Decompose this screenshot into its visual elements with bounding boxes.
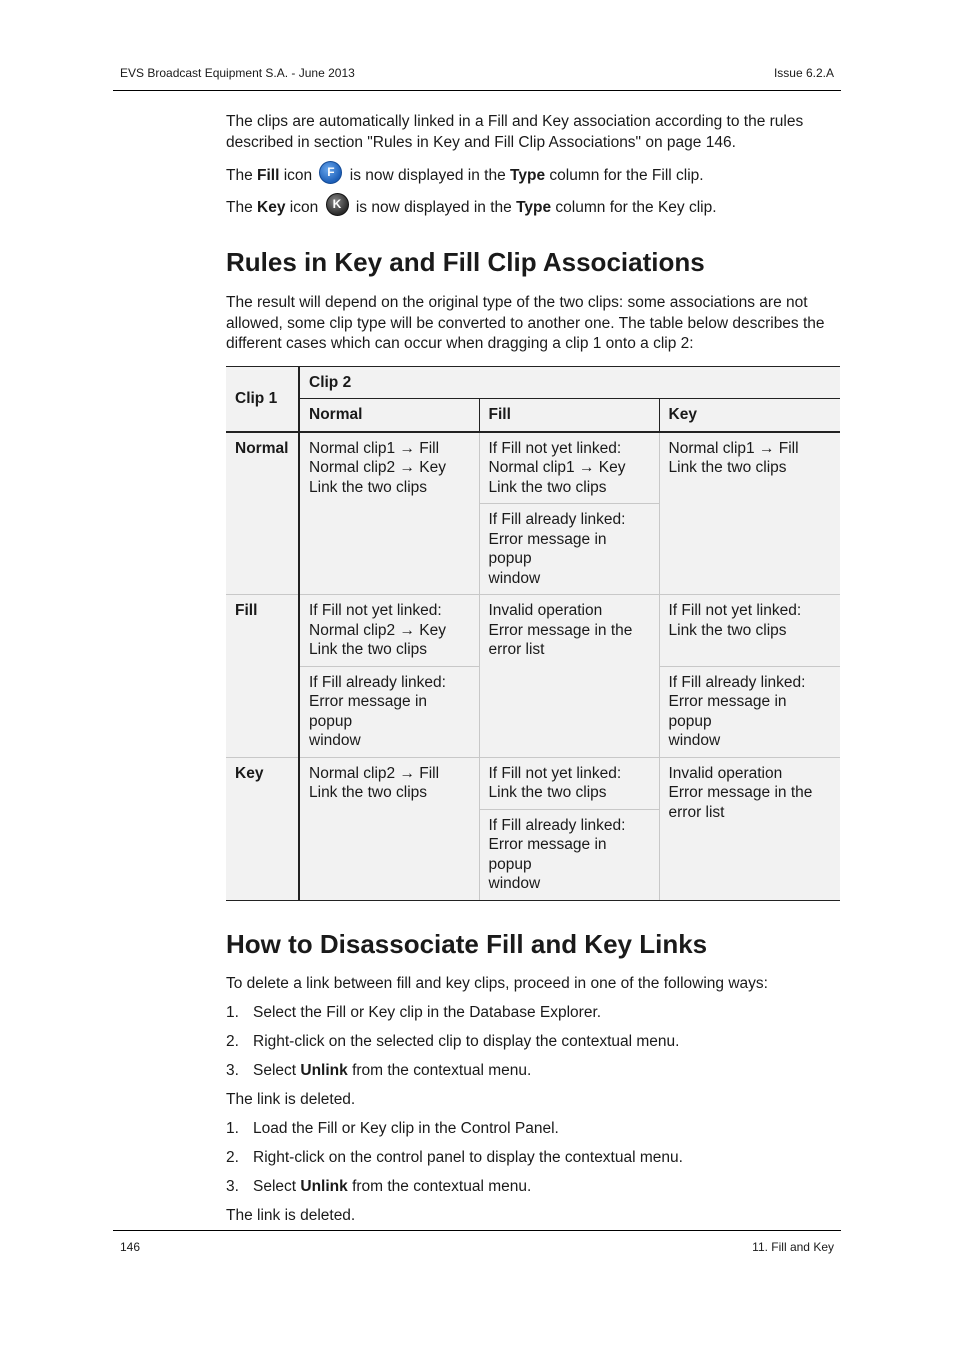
- page-content: [226, 112, 840, 1235]
- fill-type-icon: F: [319, 161, 342, 184]
- result-text-1: The link is deleted.: [226, 1090, 356, 1108]
- page-number: 146: [120, 1240, 141, 1254]
- intro-paragraph: The clips are automatically linked in a Fill and Key association according to the rules described in section "Rules in Key and Fill Clip Associations" on page 146.: [226, 113, 804, 151]
- header-left: EVS Broadcast Equipment S.A. - June 2013: [120, 66, 355, 80]
- cell-fill-normal-b: If Fill already linked: Error message in popup window: [299, 666, 479, 757]
- result-text-2: The link is deleted.: [226, 1206, 356, 1224]
- cell-normal-fill-b: If Fill already linked: Error message in popup window: [479, 504, 659, 595]
- col-header-fill: Fill: [479, 399, 659, 432]
- rules-table: [226, 366, 840, 901]
- list-item: 3. Select Unlink from the contextual menu.: [226, 1061, 532, 1079]
- col-header-key: Key: [659, 399, 840, 432]
- fill-icon-line: The Fill icon F is now displayed in the Type column for the Fill clip.: [226, 165, 840, 187]
- cell-key-fill-a: If Fill not yet linked: Link the two clips: [479, 757, 659, 809]
- section-title-rules: Rules in Key and Fill Clip Associations: [226, 247, 705, 277]
- header-right: Issue 6.2.A: [773, 66, 834, 80]
- cell-fill-normal-a: If Fill not yet linked: Normal clip2 → Key Link the two clips: [299, 595, 479, 667]
- cell-normal-key: Normal clip1 → Fill Link the two clips: [659, 432, 840, 595]
- list-item: 2. Right-click on the selected clip to display the contextual menu.: [226, 1032, 680, 1050]
- cell-key-key: Invalid operation Error message in the error list: [659, 757, 840, 900]
- section-title-disassociate: How to Disassociate Fill and Key Links: [226, 928, 708, 959]
- rules-intro: The result will depend on the original type of the two clips: some associations are not allowed, some clip type will be converted to another one. The table below describes the different cases which can occur when dragging a clip 1 onto a clip 2:: [226, 294, 825, 352]
- cell-key-normal: Normal clip2 → Fill Link the two clips: [299, 757, 479, 900]
- cell-fill-fill: Invalid operation Error message in the error list: [479, 595, 659, 758]
- page-header: [113, 63, 841, 91]
- steps-list-1: [226, 1003, 840, 1082]
- steps-list-2: [226, 1119, 840, 1198]
- cell-normal-fill-a: If Fill not yet linked: Normal clip1 → Key Link the two clips: [479, 432, 659, 504]
- cell-fill-key-b: If Fill already linked: Error message in popup window: [659, 666, 840, 757]
- list-item: 1. Select the Fill or Key clip in the Database Explorer.: [226, 1003, 602, 1021]
- row-label-normal: Normal: [226, 432, 299, 595]
- key-icon-line: The Key icon K is now displayed in the Type column for the Key clip.: [226, 197, 840, 219]
- list-item: 1. Load the Fill or Key clip in the Control Panel.: [226, 1119, 559, 1137]
- cell-normal-normal: Normal clip1 → Fill Normal clip2 → Key Link the two clips: [299, 432, 479, 595]
- row-label-fill: Fill: [226, 595, 299, 758]
- chapter-label: 11. Fill and Key: [752, 1240, 834, 1254]
- clip1-header: Clip 1: [226, 366, 299, 432]
- clip2-header: Clip 2: [299, 366, 840, 399]
- row-label-key: Key: [226, 757, 299, 900]
- list-item: 2. Right-click on the control panel to display the contextual menu.: [226, 1148, 683, 1166]
- cell-key-fill-b: If Fill already linked: Error message in popup window: [479, 809, 659, 900]
- col-header-normal: Normal: [299, 399, 479, 432]
- key-type-icon: K: [326, 193, 349, 216]
- list-item: 3. Select Unlink from the contextual menu.: [226, 1177, 532, 1195]
- cell-fill-key-a: If Fill not yet linked: Link the two clips: [659, 595, 840, 667]
- page-footer: [113, 1230, 841, 1261]
- disassociate-intro: To delete a link between fill and key clips, proceed in one of the following ways:: [226, 974, 768, 992]
